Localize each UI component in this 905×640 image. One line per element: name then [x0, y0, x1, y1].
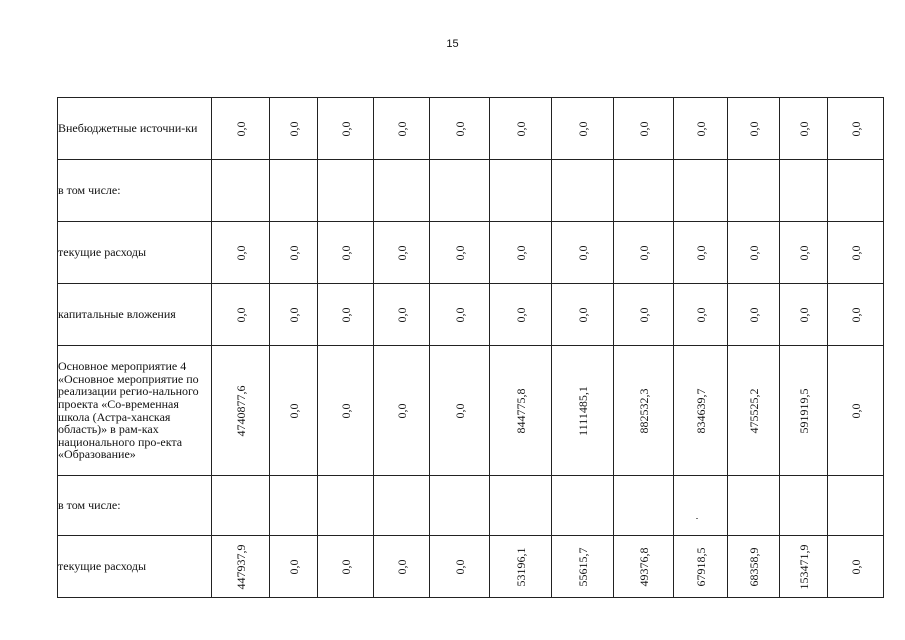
cell-value: 0,0	[848, 245, 863, 260]
value-cell	[270, 222, 318, 284]
value-cell	[614, 160, 674, 222]
value-cell	[270, 476, 318, 536]
cell-value: 0,0	[286, 403, 301, 418]
value-cell	[374, 284, 430, 346]
value-cell	[318, 284, 374, 346]
value-cell	[490, 536, 552, 598]
value-cell	[728, 476, 780, 536]
value-cell	[318, 222, 374, 284]
value-cell	[828, 222, 884, 284]
value-cell	[374, 536, 430, 598]
value-cell	[318, 98, 374, 160]
cell-value: 4740877,6	[233, 385, 248, 436]
value-cell	[552, 222, 614, 284]
cell-value: 834639,7	[693, 388, 708, 433]
cell-value: 0,0	[286, 307, 301, 322]
cell-value: 447937,9	[233, 544, 248, 589]
value-cell	[728, 222, 780, 284]
cell-value: 0,0	[575, 245, 590, 260]
cell-value: 0,0	[233, 121, 248, 136]
cell-value: 0,0	[575, 121, 590, 136]
value-cell	[212, 476, 270, 536]
cell-value: 0,0	[796, 245, 811, 260]
cell-value: 844775,8	[513, 388, 528, 433]
value-cell	[614, 284, 674, 346]
value-cell	[552, 536, 614, 598]
budget-table	[57, 97, 884, 598]
value-cell	[430, 160, 490, 222]
value-cell	[780, 536, 828, 598]
value-cell	[270, 284, 318, 346]
value-cell	[674, 160, 728, 222]
table-row	[58, 98, 884, 160]
value-cell	[212, 536, 270, 598]
cell-value: 0,0	[452, 307, 467, 322]
value-cell	[374, 346, 430, 476]
cell-value: 0,0	[848, 403, 863, 418]
cell-value: 882532,3	[636, 388, 651, 433]
value-cell	[270, 160, 318, 222]
value-cell	[430, 476, 490, 536]
cell-value: 0,0	[513, 245, 528, 260]
value-cell	[728, 160, 780, 222]
value-cell	[828, 160, 884, 222]
table-row	[58, 284, 884, 346]
value-cell	[674, 98, 728, 160]
value-cell	[614, 98, 674, 160]
value-cell	[828, 284, 884, 346]
value-cell	[270, 346, 318, 476]
cell-value: 49376,8	[636, 547, 651, 586]
cell-value: 0,0	[796, 121, 811, 136]
cell-value: 0,0	[286, 121, 301, 136]
table-row	[58, 476, 884, 536]
cell-value: 0,0	[746, 245, 761, 260]
value-cell	[490, 284, 552, 346]
value-cell	[728, 346, 780, 476]
cell-value: 0,0	[394, 121, 409, 136]
row-label: текущие расходы	[58, 536, 212, 598]
value-cell	[374, 98, 430, 160]
cell-value: 0,0	[636, 121, 651, 136]
cell-value: 0,0	[394, 307, 409, 322]
cell-value: 0,0	[693, 245, 708, 260]
value-cell	[430, 222, 490, 284]
value-cell	[614, 476, 674, 536]
value-cell	[374, 476, 430, 536]
table-row	[58, 160, 884, 222]
value-cell	[552, 284, 614, 346]
cell-value: 0,0	[338, 403, 353, 418]
value-cell	[374, 222, 430, 284]
value-cell	[318, 160, 374, 222]
value-cell	[212, 98, 270, 160]
cell-value: 0,0	[452, 559, 467, 574]
cell-value: 0,0	[452, 403, 467, 418]
cell-value: 591919,5	[796, 388, 811, 433]
value-cell	[674, 284, 728, 346]
value-cell	[780, 222, 828, 284]
cell-value: 475525,2	[746, 388, 761, 433]
cell-value: 153471,9	[796, 544, 811, 589]
cell-value: 0,0	[746, 307, 761, 322]
row-label: в том числе:	[58, 476, 212, 536]
cell-value: 0,0	[848, 121, 863, 136]
value-cell	[552, 476, 614, 536]
cell-value: 1111485,1	[575, 385, 590, 436]
value-cell	[430, 98, 490, 160]
cell-value: 0,0	[394, 245, 409, 260]
cell-value: 0,0	[338, 245, 353, 260]
cell-value: 0,0	[575, 307, 590, 322]
table-row	[58, 536, 884, 598]
value-cell	[780, 98, 828, 160]
cell-value: 0,0	[394, 403, 409, 418]
cell-value: 0,0	[513, 121, 528, 136]
value-cell	[728, 284, 780, 346]
value-cell	[614, 536, 674, 598]
value-cell	[674, 536, 728, 598]
value-cell	[270, 98, 318, 160]
page-number: 15	[446, 38, 459, 50]
row-label: текущие расходы	[58, 222, 212, 284]
value-cell	[490, 346, 552, 476]
table-row	[58, 346, 884, 476]
cell-value: 0,0	[452, 245, 467, 260]
cell-value: 67918,5	[693, 547, 708, 586]
value-cell	[674, 346, 728, 476]
row-label: Внебюджетные источни-ки	[58, 98, 212, 160]
cell-value: 0,0	[746, 121, 761, 136]
table-row	[58, 222, 884, 284]
row-label: в том числе:	[58, 160, 212, 222]
cell-value: 0,0	[513, 307, 528, 322]
value-cell	[552, 160, 614, 222]
cell-value: 0,0	[636, 245, 651, 260]
cell-value: 0,0	[338, 559, 353, 574]
value-cell	[212, 346, 270, 476]
value-cell	[374, 160, 430, 222]
value-cell	[828, 476, 884, 536]
value-cell	[430, 536, 490, 598]
cell-value: 0,0	[233, 245, 248, 260]
value-cell	[318, 476, 374, 536]
value-cell	[318, 346, 374, 476]
value-cell	[614, 346, 674, 476]
value-cell	[318, 536, 374, 598]
cell-value: 0,0	[796, 307, 811, 322]
value-cell	[430, 284, 490, 346]
cell-value: 0,0	[848, 559, 863, 574]
cell-value: 55615,7	[575, 547, 590, 586]
cell-value: 0,0	[286, 245, 301, 260]
cell-value: 0,0	[338, 307, 353, 322]
value-cell	[552, 98, 614, 160]
cell-value: 0,0	[693, 307, 708, 322]
row-label: Основное мероприятие 4 «Основное мероприятие по реализации регио-нального проекта «Со-временная школа (Астра-ханская область)» в рам-ках национального про-екта «Образование»	[58, 346, 212, 476]
value-cell	[780, 160, 828, 222]
value-cell	[828, 346, 884, 476]
cell-value: 0,0	[636, 307, 651, 322]
cell-value: 0,0	[452, 121, 467, 136]
cell-value: 0,0	[693, 121, 708, 136]
cell-value: 0,0	[848, 307, 863, 322]
value-cell	[490, 476, 552, 536]
value-cell	[674, 476, 728, 536]
value-cell	[728, 98, 780, 160]
cell-value: 53196,1	[513, 547, 528, 586]
cell-value: 68358,9	[746, 547, 761, 586]
value-cell	[270, 536, 318, 598]
value-cell	[780, 476, 828, 536]
value-cell	[212, 160, 270, 222]
value-cell	[614, 222, 674, 284]
value-cell	[490, 98, 552, 160]
value-cell	[780, 284, 828, 346]
cell-value: 0,0	[233, 307, 248, 322]
value-cell	[728, 536, 780, 598]
scan-speck	[696, 518, 698, 519]
cell-value: 0,0	[338, 121, 353, 136]
value-cell	[430, 346, 490, 476]
value-cell	[490, 222, 552, 284]
cell-value: 0,0	[394, 559, 409, 574]
value-cell	[674, 222, 728, 284]
value-cell	[212, 284, 270, 346]
value-cell	[552, 346, 614, 476]
value-cell	[490, 160, 552, 222]
value-cell	[828, 536, 884, 598]
value-cell	[828, 98, 884, 160]
value-cell	[780, 346, 828, 476]
row-label: капитальные вложения	[58, 284, 212, 346]
value-cell	[212, 222, 270, 284]
cell-value: 0,0	[286, 559, 301, 574]
